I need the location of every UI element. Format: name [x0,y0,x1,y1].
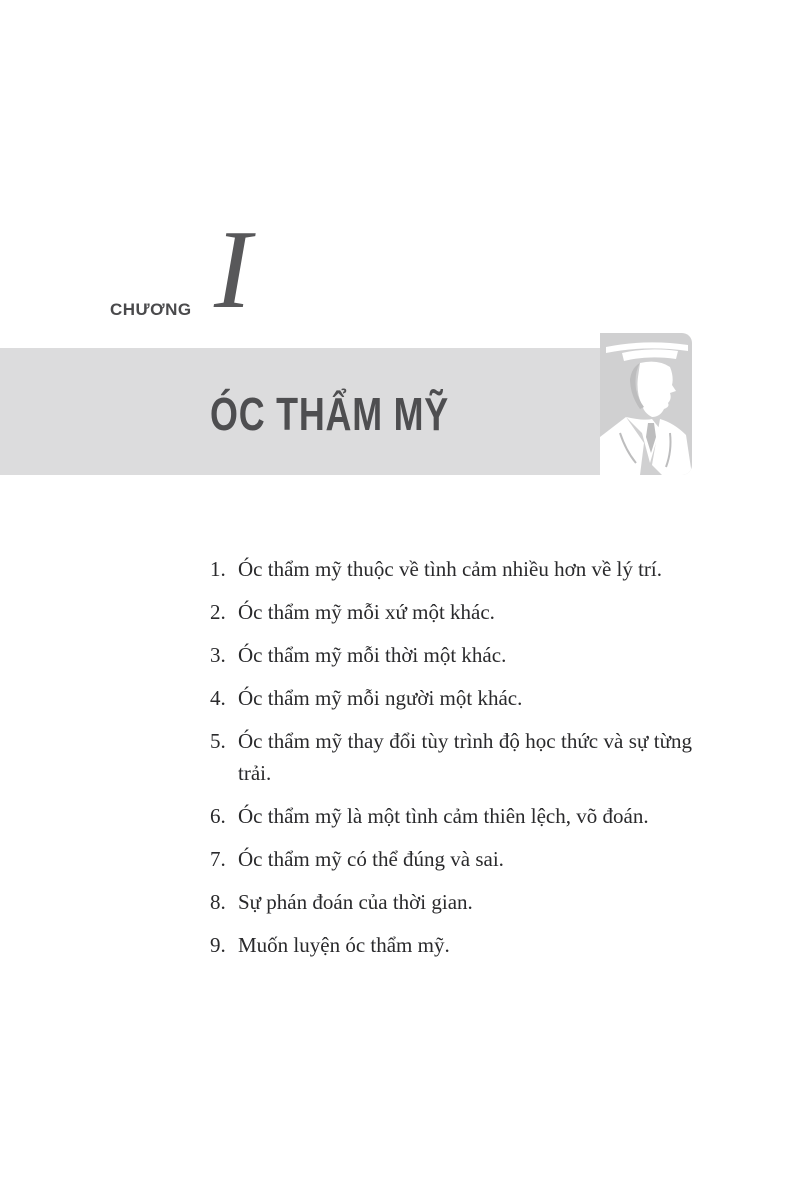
list-item [210,929,692,961]
item-text: Óc thẩm mỹ có thể đúng và sai. [238,847,504,871]
chapter-title: ÓC THẨM MỸ [210,388,450,440]
topic-list [210,553,692,972]
item-text: Óc thẩm mỹ thuộc về tình cảm nhiều hơn về lý trí. [238,557,663,581]
list-item [210,843,692,875]
item-number: 8. [210,890,226,914]
banner-tab [600,333,692,475]
list-item [210,553,692,585]
item-number: 5. [210,729,226,753]
list-item [210,886,692,918]
list-item [210,800,692,832]
item-number: 3. [210,643,226,667]
item-number: 7. [210,847,226,871]
item-text: Óc thẩm mỹ thay đổi tùy trình độ học thức và sự từng trải. [238,729,692,785]
item-text: Óc thẩm mỹ mỗi thời một khác. [238,643,507,667]
item-text: Óc thẩm mỹ là một tình cảm thiên lệch, võ đoán. [238,804,649,828]
chapter-numeral: I [214,208,252,332]
item-number: 6. [210,804,226,828]
item-number: 2. [210,600,226,624]
item-text: Óc thẩm mỹ mỗi xứ một khác. [238,600,495,624]
item-text: Óc thẩm mỹ mỗi người một khác. [238,686,523,710]
item-number: 9. [210,933,226,957]
item-number: 4. [210,686,226,710]
item-number: 1. [210,557,226,581]
item-text: Muốn luyện óc thẩm mỹ. [238,933,450,957]
list-item [210,682,692,714]
gentleman-portrait-icon [600,333,692,475]
list-item [210,725,692,789]
item-text: Sự phán đoán của thời gian. [238,890,473,914]
chapter-label: CHƯƠNG [110,300,192,319]
list-item [210,596,692,628]
list-item [210,639,692,671]
